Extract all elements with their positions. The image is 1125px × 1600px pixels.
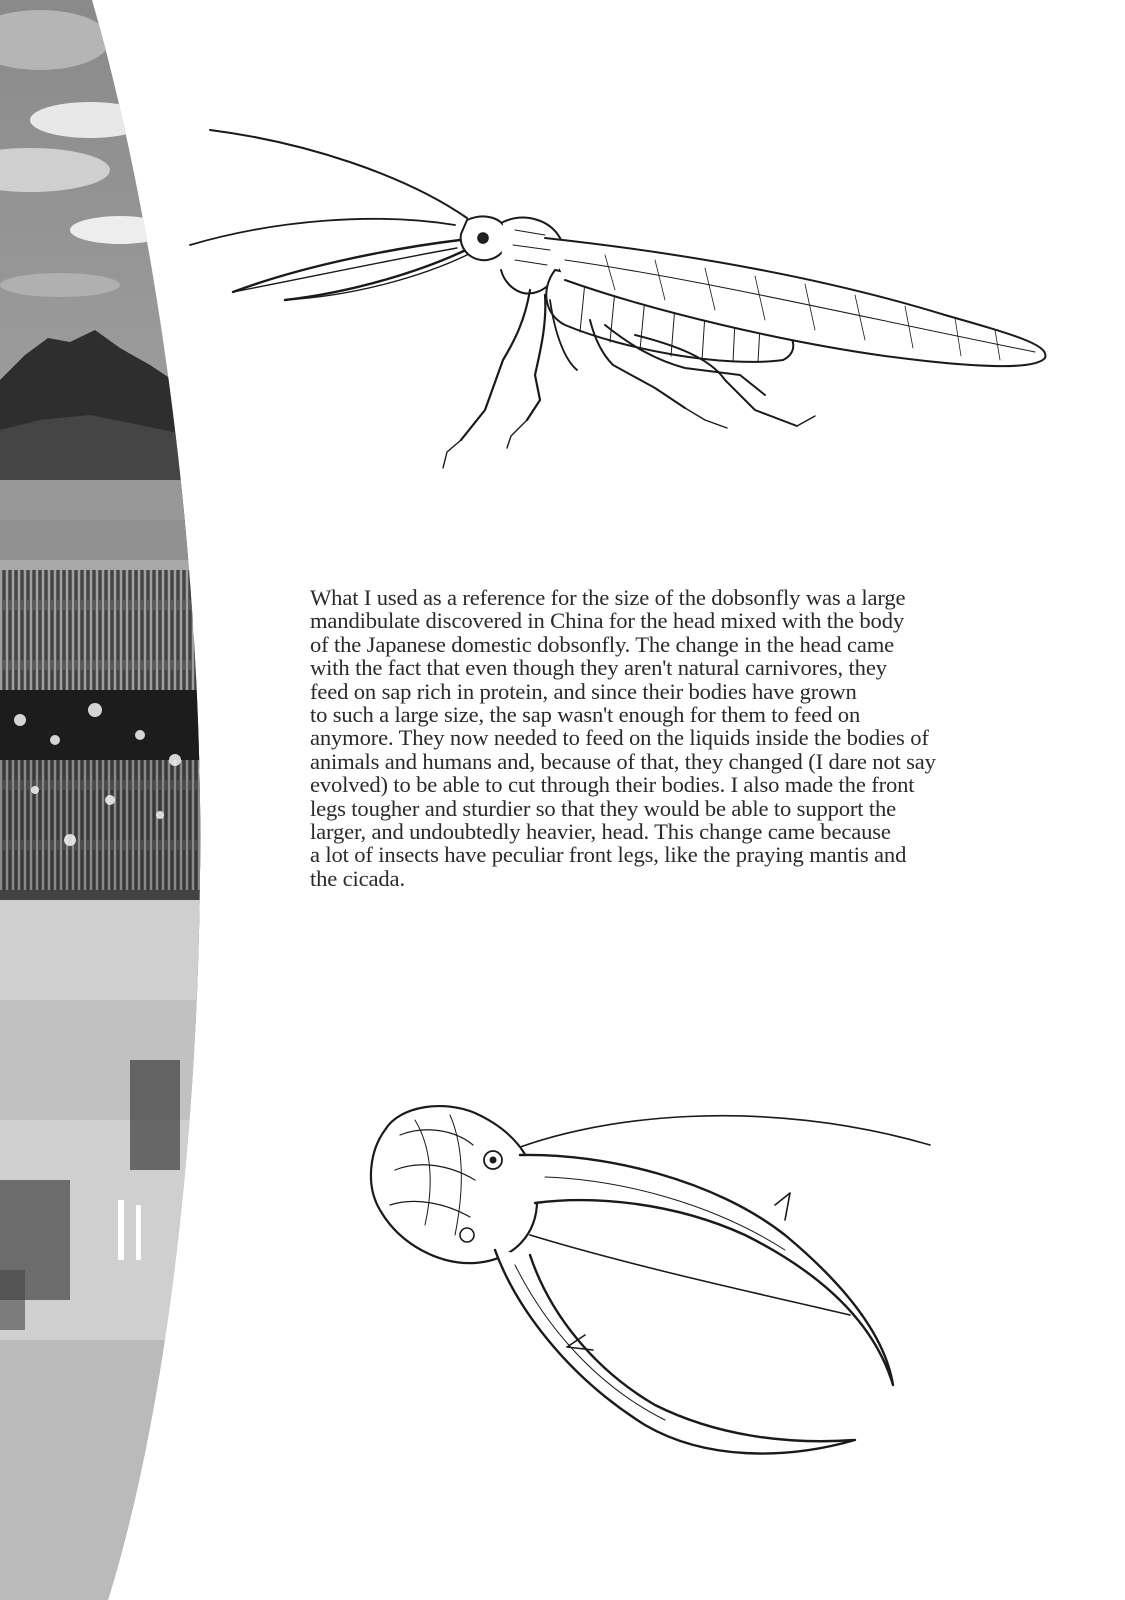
commentary-line: the cicada. — [310, 865, 405, 891]
commentary-line: animals and humans and, because of that, they changed (I dare not say — [310, 748, 936, 774]
commentary-line: to such a large size, the sap wasn't enough for them to feed on — [310, 702, 861, 728]
commentary-line: mandibulate discovered in China for the head mixed with the body — [310, 608, 904, 634]
commentary-line: anymore. They now needed to feed on the liquids inside the bodies of — [310, 725, 929, 751]
commentary-line: What I used as a reference for the size of the dobsonfly was a large — [310, 585, 906, 610]
landscape-panel — [0, 0, 210, 1600]
commentary-line: with the fact that even though they aren't natural carnivores, they — [310, 655, 887, 681]
commentary-text — [310, 586, 1010, 890]
dobsonfly-illustration — [185, 120, 1065, 520]
head-closeup-illustration — [345, 1085, 945, 1485]
commentary-line: of the Japanese domestic dobsonfly. The change in the head came — [310, 631, 895, 657]
commentary-line: larger, and undoubtedly heavier, head. This change came because — [310, 819, 891, 845]
commentary-line: evolved) to be able to cut through their bodies. I also made the front — [310, 772, 915, 798]
commentary-line: a lot of insects have peculiar front legs, like the praying mantis and — [310, 842, 907, 868]
commentary-line: legs tougher and sturdier so that they would be able to support the — [310, 795, 897, 821]
commentary-line: feed on sap rich in protein, and since their bodies have grown — [310, 678, 857, 704]
